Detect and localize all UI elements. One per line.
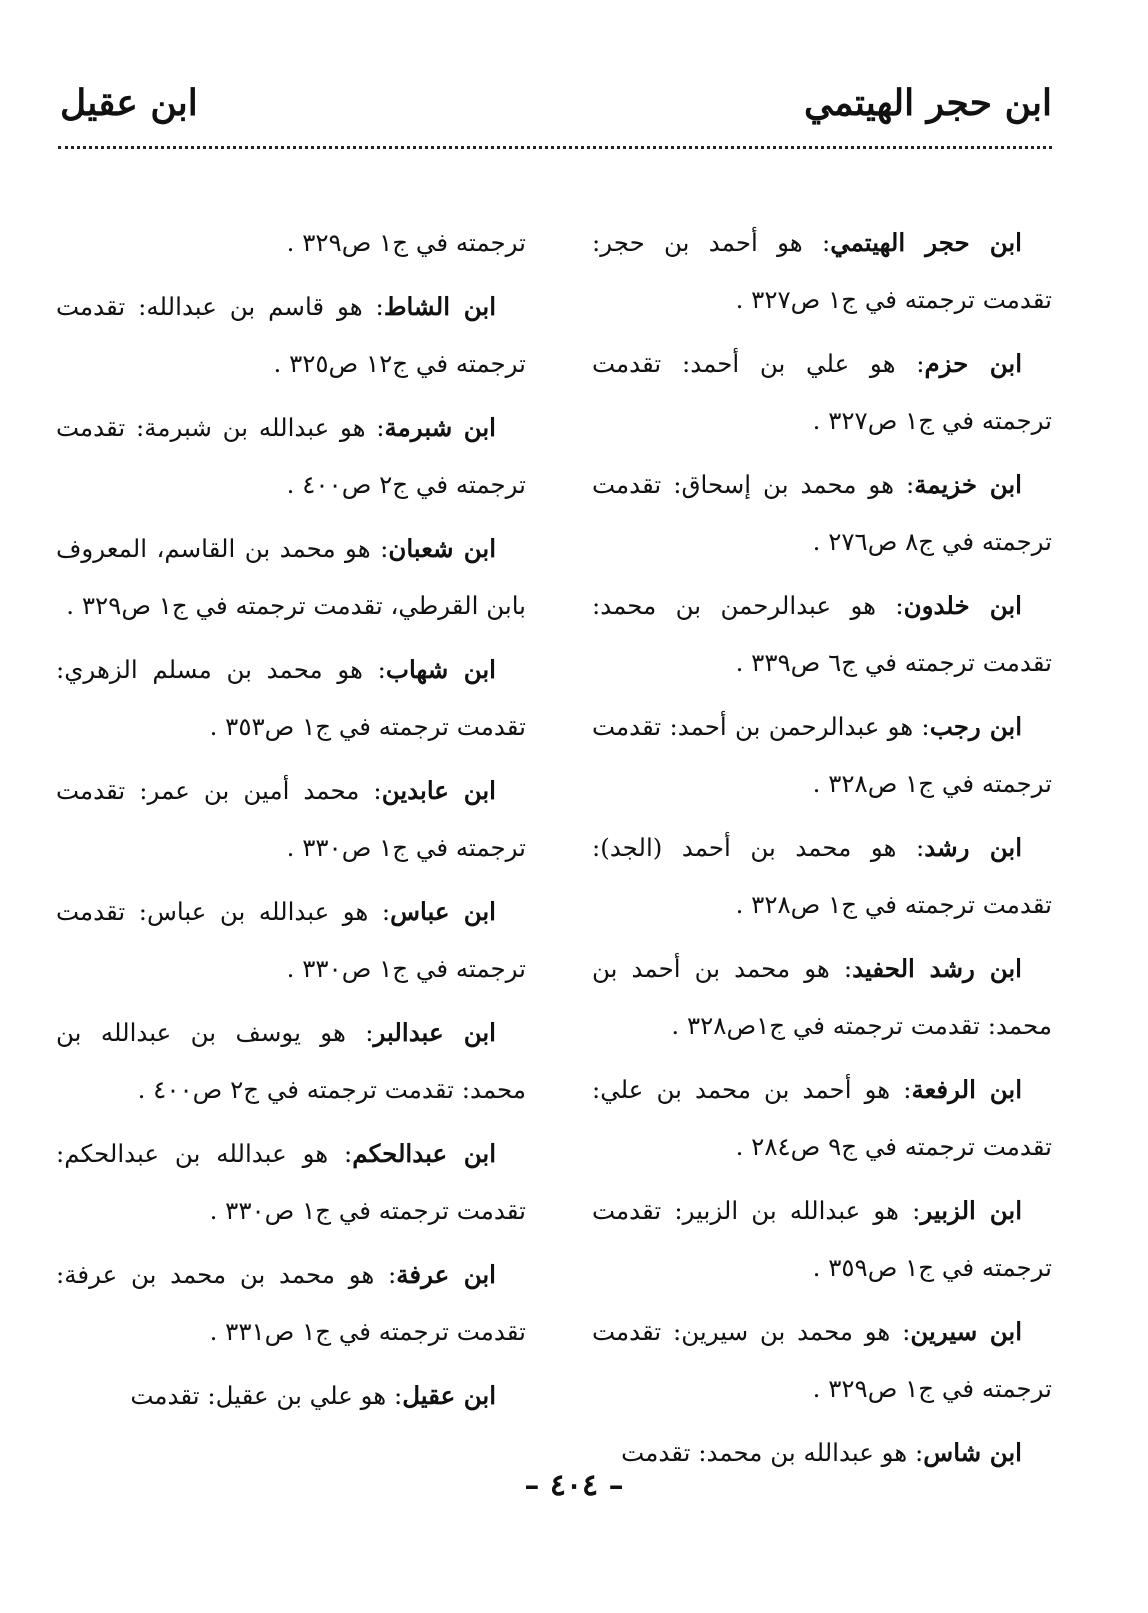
entry-term: ابن خزيمة (914, 470, 1022, 499)
right-column (592, 214, 1052, 1488)
entry-text: : هو أحمد بن حجر: تقدمت ترجمته في ج١ ص٣٢٧ . (592, 228, 1052, 314)
entry-term: ابن عباس (390, 897, 496, 926)
entry-term: ابن شهاب (385, 655, 496, 684)
header-dotted-rule (58, 146, 1052, 149)
glossary-entry (56, 883, 526, 997)
entry-text: : هو أحمد بن محمد بن علي: تقدمت ترجمته في ج٩ ص٢٨٤ . (592, 1075, 1052, 1161)
entry-text: : هو عبدالله بن الزبير: تقدمت ترجمته في ج١ ص٣٥٩ . (592, 1196, 1052, 1282)
glossary-entry (592, 577, 1052, 691)
running-header-right: ابن حجر الهيتمي (804, 82, 1052, 124)
entry-text: : هو محمد بن إسحاق: تقدمت ترجمته في ج٨ ص٢٧٦ . (592, 470, 1052, 556)
entry-text: : هو عبدالرحمن بن أحمد: تقدمت ترجمته في ج١ ص٣٢٨ . (592, 712, 1052, 798)
glossary-entry (56, 1246, 526, 1360)
entry-text: : هو علي بن عقيل: تقدمت (130, 1381, 403, 1410)
entry-text: : هو عبدالله بن عباس: تقدمت ترجمته في ج١ ص٣٣٠ . (56, 897, 526, 983)
entry-term: ابن الرفعة (911, 1075, 1023, 1104)
entry-text: : هو محمد بن سيرين: تقدمت ترجمته في ج١ ص٣٢٩ . (592, 1317, 1052, 1403)
entry-term: ابن خلدون (903, 591, 1022, 620)
glossary-entry (56, 762, 526, 876)
entry-text: : هو يوسف بن عبدالله بن محمد: تقدمت ترجمته في ج٢ ص٤٠٠ . (56, 1018, 526, 1104)
glossary-entry (592, 456, 1052, 570)
glossary-entry (56, 278, 526, 392)
page-number: – ٤٠٤ – (524, 1468, 624, 1503)
glossary-entry (56, 399, 526, 513)
entry-term: ابن شاس (923, 1438, 1022, 1467)
entry-term: ابن شبرمة (384, 413, 496, 442)
entry-term: ابن رشد الحفيد (852, 954, 1022, 983)
entry-text: : هو محمد بن محمد بن عرفة: تقدمت ترجمته في ج١ ص٣٣١ . (56, 1260, 526, 1346)
entry-term: ابن حجر الهيتمي (830, 228, 1022, 257)
entry-term: ابن عرفة (396, 1260, 496, 1289)
entry-term: ابن سيرين (910, 1317, 1023, 1346)
entry-text: : هو عبدالله بن عبدالحكم: تقدمت ترجمته في ج١ ص٣٣٠ . (56, 1139, 526, 1225)
entry-text: : هو محمد بن مسلم الزهري: تقدمت ترجمته في ج١ ص٣٥٣ . (56, 655, 526, 741)
entry-term: ابن رشد (924, 833, 1023, 862)
entry-term: ابن الزبير (920, 1196, 1023, 1225)
glossary-entry (56, 1004, 526, 1118)
entry-text: : هو محمد بن أحمد بن محمد: تقدمت ترجمته في ج١ص٣٢٨ . (592, 954, 1052, 1040)
entry-text: : هو محمد بن القاسم، المعروف بابن القرطي، تقدمت ترجمته في ج١ ص٣٢٩ . (56, 534, 526, 620)
glossary-entry (592, 214, 1052, 328)
entry-text: : هو عبدالرحمن بن محمد: تقدمت ترجمته في ج٦ ص٣٣٩ . (592, 591, 1052, 677)
entry-text: : هو عبدالله بن محمد: تقدمت (621, 1438, 924, 1467)
glossary-entry (592, 819, 1052, 933)
continued-entry-text: ترجمته في ج١ ص٣٢٩ . (286, 228, 526, 257)
entry-term: ابن حزم (924, 349, 1023, 378)
entry-text: : هو علي بن أحمد: تقدمت ترجمته في ج١ ص٣٢٧ . (592, 349, 1052, 435)
entry-term: ابن عبدالبر (373, 1018, 496, 1047)
entry-term: ابن عابدين (381, 776, 496, 805)
running-header-left: ابن عقيل (60, 82, 198, 124)
entry-term: ابن الشاط (383, 292, 496, 321)
glossary-entry (56, 520, 526, 634)
glossary-entry (592, 1061, 1052, 1175)
entry-text: : محمد أمين بن عمر: تقدمت ترجمته في ج١ ص٣٣٠ . (56, 776, 526, 862)
entry-term: ابن عبدالحكم (352, 1139, 496, 1168)
entry-text: : هو عبدالله بن شبرمة: تقدمت ترجمته في ج٢ ص٤٠٠ . (56, 413, 526, 499)
glossary-entry (592, 1303, 1052, 1417)
glossary-entry (592, 1182, 1052, 1296)
entry-term: ابن شعبان (388, 534, 496, 563)
glossary-entry (592, 335, 1052, 449)
glossary-entry (592, 698, 1052, 812)
glossary-entry (56, 1125, 526, 1239)
entry-term: ابن رجب (929, 712, 1022, 741)
left-column (56, 214, 526, 1431)
entry-text: : هو محمد بن أحمد (الجد): تقدمت ترجمته في ج١ ص٣٢٨ . (592, 833, 1052, 919)
entry-term: ابن عقيل (402, 1381, 496, 1410)
glossary-entry (56, 641, 526, 755)
glossary-entry (56, 1367, 526, 1424)
entry-text: : هو قاسم بن عبدالله: تقدمت ترجمته في ج١٢ ص٣٢٥ . (56, 292, 526, 378)
glossary-entry (592, 940, 1052, 1054)
